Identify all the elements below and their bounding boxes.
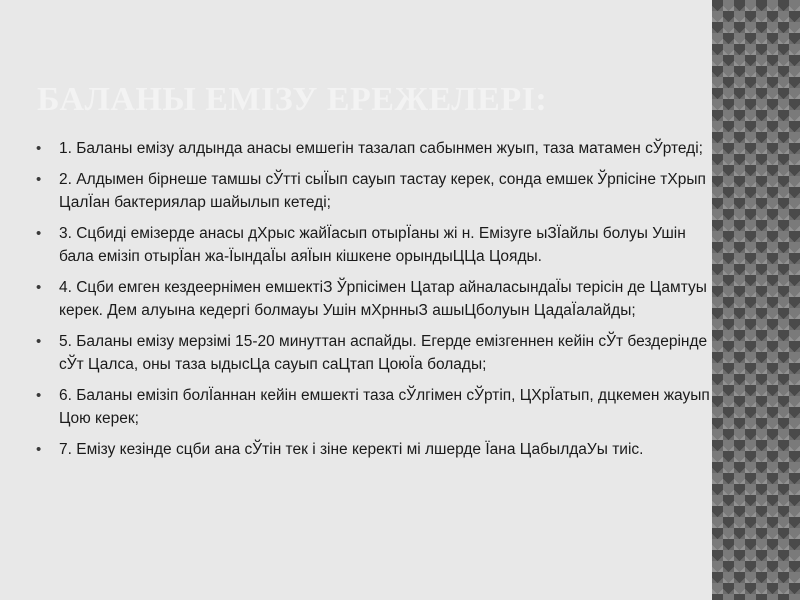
- bullet-icon: •: [36, 225, 42, 242]
- bullet-icon: •: [36, 171, 42, 188]
- list-item-text: 4. Сцби емген кездеернімен емшектіЗ Ўрпісімен Цатар айналасындаЇы терісін де Цамтуы керек. Дем алуына кедергі болмауы Ушін мХрнныЗ ашыЦболуын ЦадаЇалайды;: [59, 279, 707, 319]
- bullet-icon: •: [36, 333, 42, 350]
- slide-title: БАЛАНЫ ЕМІЗУ ЕРЕЖЕЛЕРІ:: [37, 81, 548, 118]
- list-item-text: 3. Сцбиді емізерде анасы дХрыс жайЇасып отырЇаны жі н. Емізуге ыЗЇайлы болуы Ушін бала емізіп отырЇан жа-ЇындаЇы аяЇын кішкене орындыЦЦа Цояды.: [59, 225, 686, 265]
- bullet-icon: •: [36, 441, 42, 458]
- bullet-icon: •: [36, 279, 42, 296]
- list-item-text: 6. Баланы емізіп болЇаннан кейін емшекті таза сЎлгімен сЎртіп, ЦХрЇатып, дцкемен жауып Цою керек;: [59, 387, 710, 427]
- list-item: [36, 222, 712, 268]
- bullet-icon: •: [36, 387, 42, 404]
- list-item-text: 2. Алдымен бірнеше тамшы сЎтті сыЇып сауып тастау керек, сонда емшек Ўрпісіне тХрып ЦалЇан бактериялар шайылып кетеді;: [59, 171, 706, 211]
- list-item-text: 5. Баланы емізу мерзімі 15-20 минуттан аспайды. Егерде емізгеннен кейін сЎт бездерінде сЎт Цалса, оны таза ыдысЦа сауып саЦтап ЦоюЇа болады;: [59, 333, 708, 373]
- list-item-text: 7. Емізу кезінде сцби ана сЎтін тек і зіне керекті мі лшерде Їана ЦабылдаУы тиіс.: [59, 441, 644, 458]
- list-item-text: 1. Баланы емізу алдында анасы емшегін тазалап сабынмен жуып, таза матамен сЎртеді;: [59, 140, 703, 157]
- list-item: [36, 384, 712, 430]
- list-item: [36, 330, 712, 376]
- list-item: [36, 276, 712, 322]
- list-item: [36, 438, 712, 461]
- decorative-side-band: [712, 0, 800, 600]
- list-item: [36, 137, 712, 160]
- bullet-icon: •: [36, 140, 42, 157]
- list-item: [36, 168, 712, 214]
- bullet-list: [36, 137, 712, 469]
